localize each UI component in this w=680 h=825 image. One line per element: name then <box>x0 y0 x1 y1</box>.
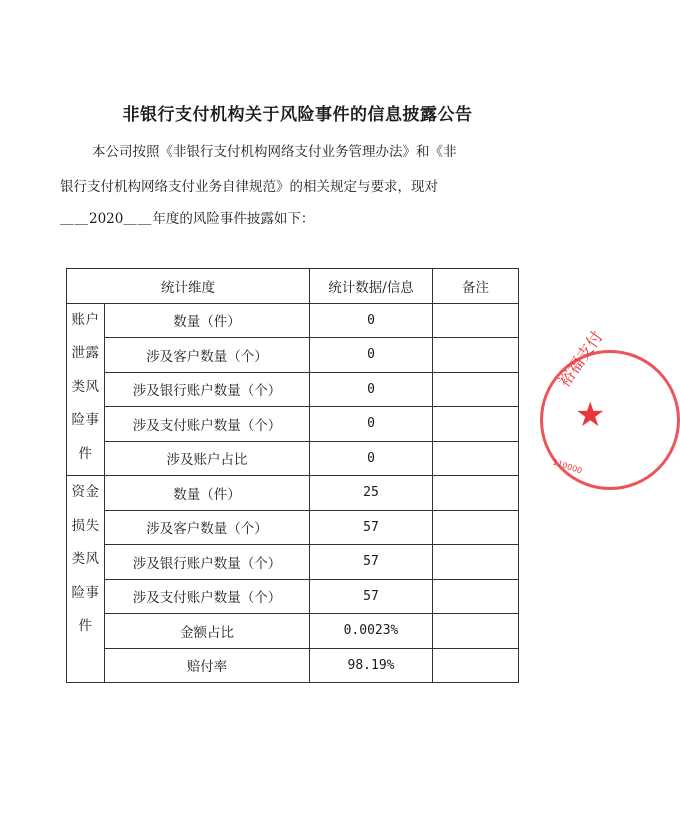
row-value: 0 <box>310 338 433 373</box>
group-label-line: 损失 <box>71 517 100 534</box>
row-dimension: 数量（件） <box>105 476 310 511</box>
row-dimension: 涉及客户数量（个） <box>105 510 310 545</box>
row-value: 57 <box>310 579 433 614</box>
seal-number: 110000 <box>551 457 584 476</box>
table-row <box>67 648 519 683</box>
group-label-line: 泄露 <box>71 345 100 361</box>
table-row <box>67 303 519 338</box>
report-year: 2020 <box>89 211 124 227</box>
table-header-row <box>67 269 519 304</box>
row-value: 0 <box>310 441 433 476</box>
table-row <box>67 441 519 476</box>
row-dimension: 涉及支付账户数量（个） <box>105 407 310 442</box>
group-label-line: 账户 <box>71 311 100 328</box>
document-title: 非银行支付机构关于风险事件的信息披露公告 <box>122 105 473 125</box>
row-dimension: 涉及银行账户数量（个） <box>105 372 310 407</box>
header-value: 统计数据/信息 <box>310 269 433 304</box>
table-row <box>67 614 519 649</box>
row-note <box>433 614 519 649</box>
year-blank-after: ＿＿ <box>123 211 153 227</box>
table-row <box>67 510 519 545</box>
group-label-account-leakage <box>67 303 105 476</box>
row-note <box>433 545 519 580</box>
row-value: 0 <box>310 407 433 442</box>
row-value: 98.19% <box>310 648 433 683</box>
row-note <box>433 579 519 614</box>
group-label-line: 险事 <box>71 584 100 601</box>
row-note <box>433 441 519 476</box>
table-row <box>67 407 519 442</box>
row-dimension: 数量（件） <box>105 303 310 338</box>
row-dimension: 涉及支付账户数量（个） <box>105 579 310 614</box>
row-value: 57 <box>310 545 433 580</box>
table-row <box>67 372 519 407</box>
paragraph-line-1: 本公司按照《非银行支付机构网络支付业务管理办法》和《非 <box>92 144 457 160</box>
row-note <box>433 407 519 442</box>
paragraph-line-3 <box>60 207 530 227</box>
group-label-fund-loss <box>67 476 105 683</box>
row-value: 25 <box>310 476 433 511</box>
row-value: 0.0023% <box>310 614 433 649</box>
row-note <box>433 303 519 338</box>
group-label-line: 险事 <box>71 412 100 428</box>
row-note <box>433 476 519 511</box>
group-label-line: 资金 <box>71 484 100 500</box>
row-dimension: 金额占比 <box>105 614 310 649</box>
group-label-line: 类风 <box>71 378 100 395</box>
row-note <box>433 648 519 683</box>
row-value: 0 <box>310 303 433 338</box>
seal-text: 裕福支付 <box>554 327 607 391</box>
paragraph-line-3-rest: 年度的风险事件披露如下： <box>152 211 315 227</box>
row-value: 0 <box>310 372 433 407</box>
row-note <box>433 338 519 373</box>
header-dimension: 统计维度 <box>67 269 310 304</box>
group-label-line: 件 <box>78 618 93 634</box>
table-row <box>67 579 519 614</box>
table-row <box>67 338 519 373</box>
group-label-line: 类风 <box>71 551 100 567</box>
seal-star-icon: ★ <box>575 395 606 435</box>
row-dimension: 涉及账户占比 <box>105 441 310 476</box>
row-dimension: 涉及客户数量（个） <box>105 338 310 373</box>
year-blank-before: ＿＿ <box>60 211 89 227</box>
risk-statistics-table <box>66 268 519 683</box>
row-dimension: 涉及银行账户数量（个） <box>105 545 310 580</box>
row-dimension: 赔付率 <box>105 648 310 683</box>
table-row <box>67 476 519 511</box>
table-row <box>67 545 519 580</box>
row-value: 57 <box>310 510 433 545</box>
paragraph-line-2: 银行支付机构网络支付业务自律规范》的相关规定与要求，现对 <box>60 179 438 195</box>
header-note: 备注 <box>433 269 519 304</box>
row-note <box>433 510 519 545</box>
row-note <box>433 372 519 407</box>
group-label-line: 件 <box>78 445 93 462</box>
